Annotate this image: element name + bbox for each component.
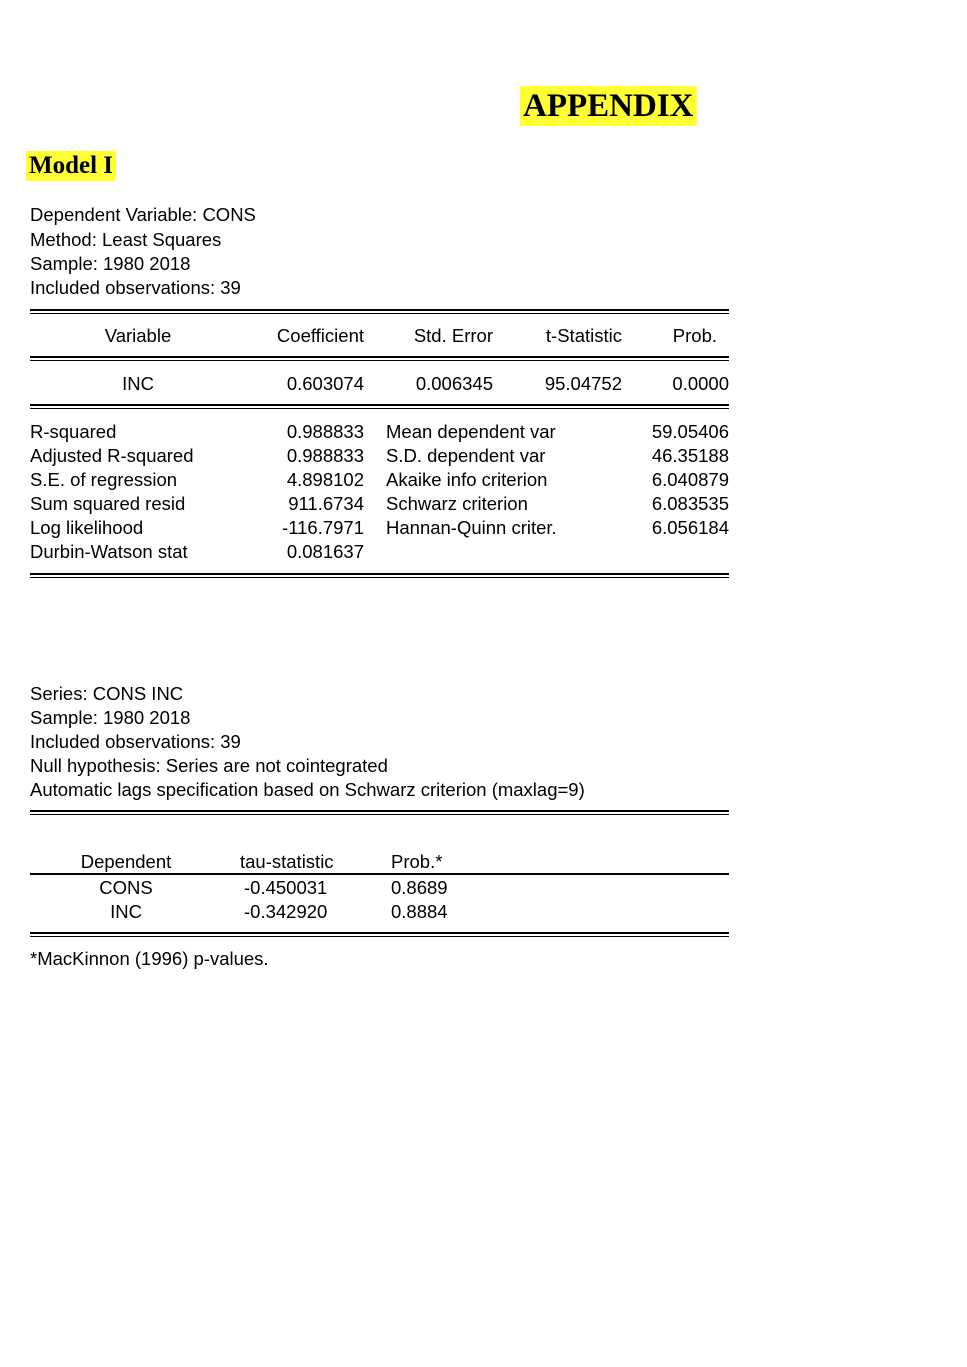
column-header-std-error: Std. Error: [413, 325, 493, 346]
coint-row-tau: -0.450031: [244, 877, 328, 898]
stat-label: S.E. of regression: [30, 469, 178, 490]
table-rule: [30, 810, 729, 815]
table-rule: [30, 932, 729, 937]
stat-value: 4.898102: [286, 469, 364, 490]
stat-label: Log likelihood: [30, 517, 144, 538]
coint-header-observations: Included observations: 39: [30, 731, 241, 752]
coint-row-dependent: INC: [110, 901, 142, 922]
stat-label: R-squared: [30, 421, 117, 442]
coint-header-series: Series: CONS INC: [30, 683, 184, 704]
coint-row-tau: -0.342920: [244, 901, 328, 922]
stat-label: S.D. dependent var: [386, 445, 546, 466]
stat-value: 6.083535: [651, 493, 729, 514]
column-header-prob: Prob.: [672, 325, 717, 346]
stat-label: Mean dependent var: [386, 421, 556, 442]
stat-value: 0.988833: [286, 445, 364, 466]
stat-label: Schwarz criterion: [386, 493, 528, 514]
coint-row-dependent: CONS: [99, 877, 153, 898]
stat-value: 6.056184: [651, 517, 729, 538]
column-header-coefficient: Coefficient: [276, 325, 364, 346]
coint-column-dependent: Dependent: [80, 851, 172, 872]
coef-prob: 0.0000: [672, 373, 729, 394]
coint-header-lags: Automatic lags specification based on Schwarz criterion (maxlag=9): [30, 779, 585, 800]
stat-value: 46.35188: [651, 445, 729, 466]
table-rule: [30, 309, 729, 314]
stat-label: Akaike info criterion: [386, 469, 548, 490]
stat-label: Adjusted R-squared: [30, 445, 194, 466]
regression-header-dependent: Dependent Variable: CONS: [30, 204, 256, 225]
column-header-t-statistic: t-Statistic: [545, 325, 622, 346]
coint-column-prob: Prob.*: [391, 851, 443, 872]
coef-variable: INC: [122, 373, 154, 394]
coint-row-prob: 0.8884: [391, 901, 448, 922]
footnote: *MacKinnon (1996) p-values.: [30, 948, 269, 969]
coint-column-tau-statistic: tau-statistic: [240, 851, 334, 872]
stat-value: 6.040879: [651, 469, 729, 490]
stat-label: Hannan-Quinn criter.: [386, 517, 557, 538]
regression-header-observations: Included observations: 39: [30, 277, 241, 298]
table-rule: [30, 356, 729, 361]
stat-value: 59.05406: [651, 421, 729, 442]
column-header-variable: Variable: [104, 325, 172, 346]
coint-row-prob: 0.8689: [391, 877, 448, 898]
appendix-title: APPENDIX: [520, 86, 697, 126]
coef-t-statistic: 95.04752: [544, 373, 622, 394]
regression-header-method: Method: Least Squares: [30, 229, 222, 250]
stat-label: Sum squared resid: [30, 493, 186, 514]
stat-label: Durbin-Watson stat: [30, 541, 188, 562]
table-rule: [30, 404, 729, 409]
coef-std-error: 0.006345: [415, 373, 493, 394]
coef-coefficient: 0.603074: [286, 373, 364, 394]
table-rule: [30, 573, 729, 578]
stat-value: -116.7971: [282, 517, 364, 538]
stat-value: 911.6734: [288, 493, 364, 514]
coint-header-null-hypothesis: Null hypothesis: Series are not cointegrated: [30, 755, 388, 776]
table-rule: [30, 873, 729, 875]
model-title: Model I: [26, 151, 116, 181]
stat-value: 0.081637: [286, 541, 364, 562]
regression-header-sample: Sample: 1980 2018: [30, 253, 191, 274]
stat-value: 0.988833: [286, 421, 364, 442]
coint-header-sample: Sample: 1980 2018: [30, 707, 191, 728]
